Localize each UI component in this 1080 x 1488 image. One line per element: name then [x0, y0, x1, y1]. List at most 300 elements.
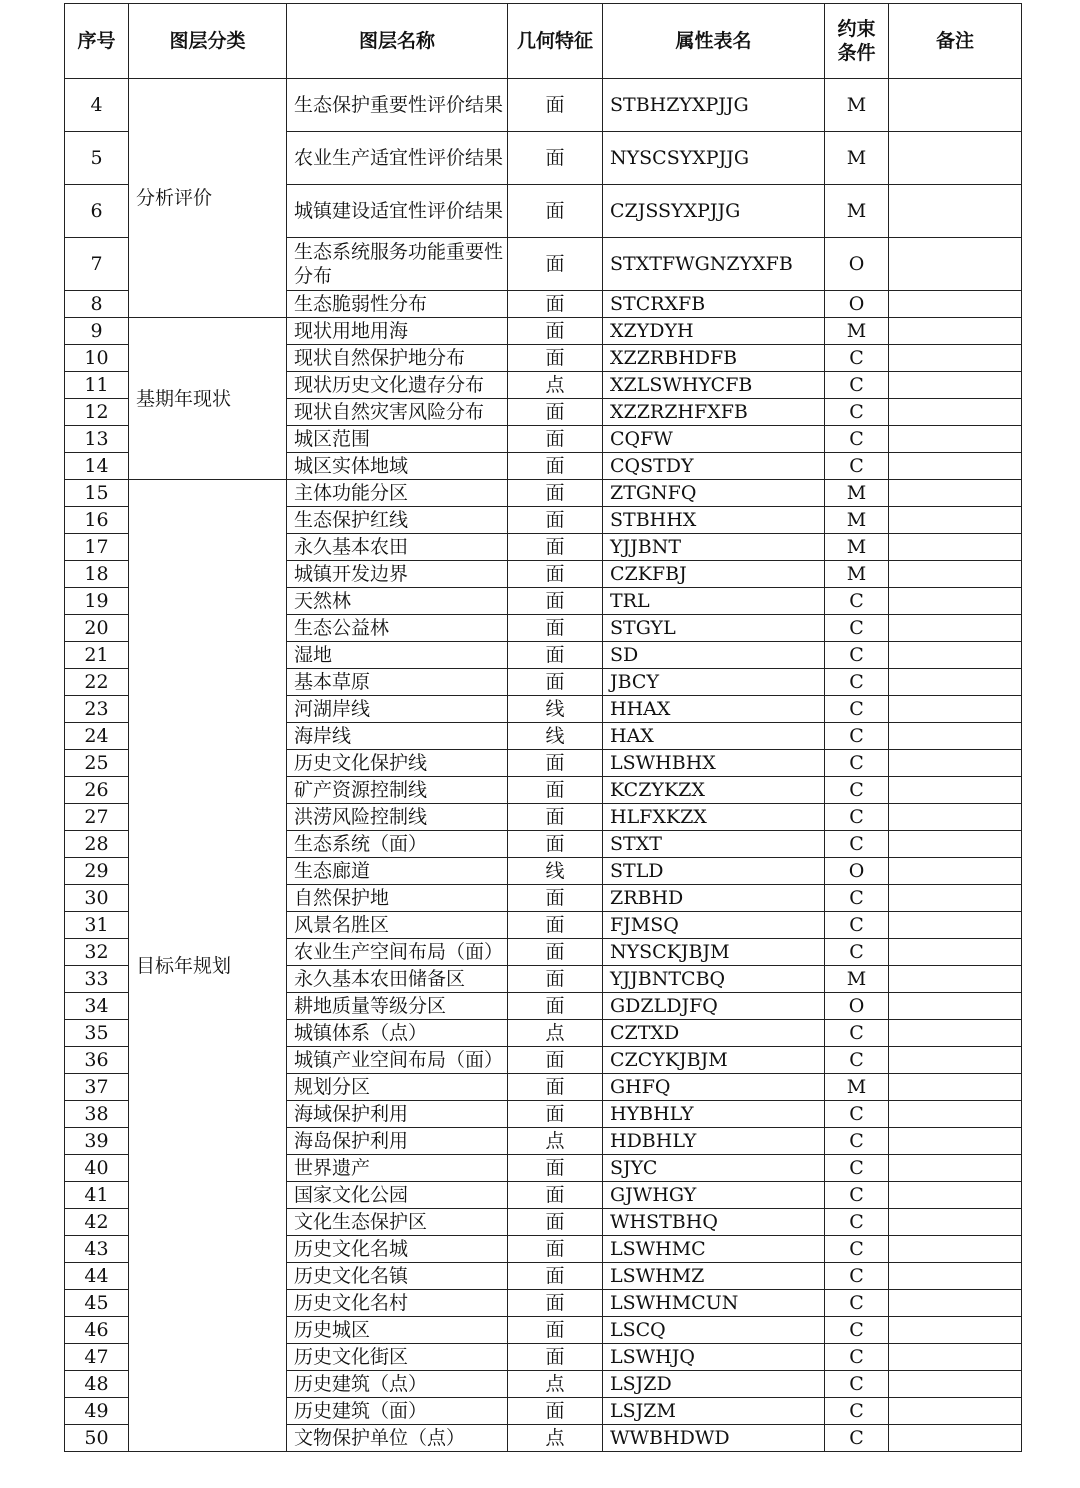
table-body: [65, 79, 1022, 1452]
layer-name-cell: 农业生产适宜性评价结果: [287, 132, 508, 185]
layer-name-cell: 生态系统（面）: [287, 831, 508, 858]
remark-cell: [889, 669, 1022, 696]
layer-name-cell: 生态系统服务功能重要性分布: [287, 238, 508, 291]
layer-name-cell: 世界遗产: [287, 1155, 508, 1182]
row-index-cell: 38: [65, 1101, 129, 1128]
remark-cell: [889, 426, 1022, 453]
layer-name-cell: 历史文化名村: [287, 1290, 508, 1317]
geometry-cell: 面: [508, 750, 603, 777]
table-name-cell: NYSCKJBJM: [603, 939, 825, 966]
layer-name-cell: 自然保护地: [287, 885, 508, 912]
constraint-cell: C: [825, 1344, 889, 1371]
geometry-cell: 面: [508, 1182, 603, 1209]
geometry-cell: 面: [508, 185, 603, 238]
remark-cell: [889, 939, 1022, 966]
geometry-cell: 面: [508, 1398, 603, 1425]
geometry-cell: 面: [508, 966, 603, 993]
table-name-cell: STBHHX: [603, 507, 825, 534]
constraint-cell: C: [825, 1020, 889, 1047]
constraint-cell: O: [825, 993, 889, 1020]
table-name-cell: ZTGNFQ: [603, 480, 825, 507]
row-index-cell: 6: [65, 185, 129, 238]
layer-name-cell: 现状自然保护地分布: [287, 345, 508, 372]
layer-name-cell: 历史文化街区: [287, 1344, 508, 1371]
constraint-cell: C: [825, 777, 889, 804]
row-index-cell: 28: [65, 831, 129, 858]
geometry-cell: 面: [508, 426, 603, 453]
remark-cell: [889, 588, 1022, 615]
remark-cell: [889, 561, 1022, 588]
row-index-cell: 36: [65, 1047, 129, 1074]
remark-cell: [889, 993, 1022, 1020]
constraint-cell: C: [825, 1425, 889, 1452]
header-table-name: 属性表名: [603, 4, 825, 79]
constraint-cell: M: [825, 185, 889, 238]
remark-cell: [889, 1236, 1022, 1263]
row-index-cell: 39: [65, 1128, 129, 1155]
remark-cell: [889, 238, 1022, 291]
remark-cell: [889, 291, 1022, 318]
table-name-cell: GJWHGY: [603, 1182, 825, 1209]
remark-cell: [889, 1155, 1022, 1182]
layer-name-cell: 河湖岸线: [287, 696, 508, 723]
row-index-cell: 35: [65, 1020, 129, 1047]
table-name-cell: XZYDYH: [603, 318, 825, 345]
row-index-cell: 43: [65, 1236, 129, 1263]
constraint-cell: C: [825, 1047, 889, 1074]
constraint-cell: M: [825, 1074, 889, 1101]
row-index-cell: 31: [65, 912, 129, 939]
geometry-cell: 面: [508, 669, 603, 696]
row-index-cell: 5: [65, 132, 129, 185]
layer-name-cell: 城区范围: [287, 426, 508, 453]
layer-name-cell: 基本草原: [287, 669, 508, 696]
constraint-cell: C: [825, 1101, 889, 1128]
row-index-cell: 32: [65, 939, 129, 966]
layer-name-cell: 海域保护利用: [287, 1101, 508, 1128]
table-name-cell: LSWHJQ: [603, 1344, 825, 1371]
geometry-cell: 面: [508, 318, 603, 345]
geometry-cell: 面: [508, 1236, 603, 1263]
row-index-cell: 46: [65, 1317, 129, 1344]
table-name-cell: CZTXD: [603, 1020, 825, 1047]
remark-cell: [889, 132, 1022, 185]
remark-cell: [889, 1047, 1022, 1074]
header-constraint-line2: 条件: [837, 42, 876, 64]
row-index-cell: 16: [65, 507, 129, 534]
remark-cell: [889, 318, 1022, 345]
table-name-cell: HLFXKZX: [603, 804, 825, 831]
row-index-cell: 9: [65, 318, 129, 345]
row-index-cell: 26: [65, 777, 129, 804]
table-name-cell: XZZRZHFXFB: [603, 399, 825, 426]
constraint-cell: M: [825, 132, 889, 185]
row-index-cell: 15: [65, 480, 129, 507]
geometry-cell: 面: [508, 1074, 603, 1101]
table-name-cell: CQFW: [603, 426, 825, 453]
geometry-cell: 线: [508, 723, 603, 750]
header-constraint: [825, 4, 889, 79]
table-name-cell: ZRBHD: [603, 885, 825, 912]
constraint-cell: C: [825, 1317, 889, 1344]
row-index-cell: 33: [65, 966, 129, 993]
remark-cell: [889, 1290, 1022, 1317]
remark-cell: [889, 1317, 1022, 1344]
category-cell: 基期年现状: [129, 318, 287, 480]
row-index-cell: 21: [65, 642, 129, 669]
layer-name-cell: 湿地: [287, 642, 508, 669]
table-name-cell: SJYC: [603, 1155, 825, 1182]
remark-cell: [889, 777, 1022, 804]
geometry-cell: 面: [508, 238, 603, 291]
constraint-cell: O: [825, 858, 889, 885]
layer-name-cell: 风景名胜区: [287, 912, 508, 939]
row-index-cell: 41: [65, 1182, 129, 1209]
layer-name-cell: 生态廊道: [287, 858, 508, 885]
layer-name-cell: 国家文化公园: [287, 1182, 508, 1209]
constraint-cell: C: [825, 723, 889, 750]
table-name-cell: YJJBNTCBQ: [603, 966, 825, 993]
constraint-cell: C: [825, 696, 889, 723]
row-index-cell: 30: [65, 885, 129, 912]
constraint-cell: C: [825, 669, 889, 696]
table-name-cell: HYBHLY: [603, 1101, 825, 1128]
constraint-cell: C: [825, 1182, 889, 1209]
row-index-cell: 14: [65, 453, 129, 480]
constraint-cell: C: [825, 615, 889, 642]
layer-name-cell: 洪涝风险控制线: [287, 804, 508, 831]
constraint-cell: C: [825, 750, 889, 777]
geometry-cell: 面: [508, 534, 603, 561]
constraint-cell: M: [825, 480, 889, 507]
constraint-cell: C: [825, 1371, 889, 1398]
row-index-cell: 29: [65, 858, 129, 885]
constraint-cell: C: [825, 912, 889, 939]
geometry-cell: 面: [508, 561, 603, 588]
constraint-cell: C: [825, 453, 889, 480]
table-name-cell: GHFQ: [603, 1074, 825, 1101]
geometry-cell: 面: [508, 885, 603, 912]
row-index-cell: 11: [65, 372, 129, 399]
row-index-cell: 42: [65, 1209, 129, 1236]
table-name-cell: CQSTDY: [603, 453, 825, 480]
remark-cell: [889, 723, 1022, 750]
remark-cell: [889, 507, 1022, 534]
constraint-cell: M: [825, 507, 889, 534]
layer-name-cell: 现状用地用海: [287, 318, 508, 345]
remark-cell: [889, 480, 1022, 507]
table-name-cell: LSWHMC: [603, 1236, 825, 1263]
table-name-cell: HDBHLY: [603, 1128, 825, 1155]
table-name-cell: LSWHMCUN: [603, 1290, 825, 1317]
geometry-cell: 面: [508, 804, 603, 831]
constraint-cell: O: [825, 291, 889, 318]
remark-cell: [889, 1344, 1022, 1371]
table-name-cell: HAX: [603, 723, 825, 750]
table-row: [65, 79, 1022, 132]
row-index-cell: 24: [65, 723, 129, 750]
table-name-cell: CZKFBJ: [603, 561, 825, 588]
remark-cell: [889, 345, 1022, 372]
row-index-cell: 20: [65, 615, 129, 642]
geometry-cell: 面: [508, 79, 603, 132]
row-index-cell: 34: [65, 993, 129, 1020]
row-index-cell: 17: [65, 534, 129, 561]
table-name-cell: STCRXFB: [603, 291, 825, 318]
remark-cell: [889, 453, 1022, 480]
constraint-cell: C: [825, 1398, 889, 1425]
table-name-cell: WWBHDWD: [603, 1425, 825, 1452]
table-name-cell: LSJZD: [603, 1371, 825, 1398]
geometry-cell: 面: [508, 1290, 603, 1317]
geometry-cell: 面: [508, 399, 603, 426]
layer-name-cell: 城镇产业空间布局（面）: [287, 1047, 508, 1074]
table-name-cell: CZCYKJBJM: [603, 1047, 825, 1074]
row-index-cell: 40: [65, 1155, 129, 1182]
constraint-cell: O: [825, 238, 889, 291]
row-index-cell: 8: [65, 291, 129, 318]
geometry-cell: 面: [508, 1344, 603, 1371]
remark-cell: [889, 1182, 1022, 1209]
table-name-cell: STBHZYXPJJG: [603, 79, 825, 132]
row-index-cell: 27: [65, 804, 129, 831]
category-cell: 目标年规划: [129, 480, 287, 1452]
layer-name-cell: 历史文化名城: [287, 1236, 508, 1263]
layer-name-cell: 规划分区: [287, 1074, 508, 1101]
row-index-cell: 22: [65, 669, 129, 696]
layer-name-cell: 城区实体地域: [287, 453, 508, 480]
constraint-cell: C: [825, 1209, 889, 1236]
layer-name-cell: 农业生产空间布局（面）: [287, 939, 508, 966]
table-name-cell: XZLSWHYCFB: [603, 372, 825, 399]
table-row: [65, 480, 1022, 507]
row-index-cell: 4: [65, 79, 129, 132]
geometry-cell: 面: [508, 480, 603, 507]
geometry-cell: 面: [508, 831, 603, 858]
geometry-cell: 面: [508, 507, 603, 534]
table-row: [65, 318, 1022, 345]
layer-name-cell: 历史建筑（点）: [287, 1371, 508, 1398]
category-cell: 分析评价: [129, 79, 287, 318]
layer-name-cell: 历史文化名镇: [287, 1263, 508, 1290]
remark-cell: [889, 534, 1022, 561]
geometry-cell: 面: [508, 345, 603, 372]
row-index-cell: 23: [65, 696, 129, 723]
constraint-cell: C: [825, 939, 889, 966]
remark-cell: [889, 1101, 1022, 1128]
remark-cell: [889, 642, 1022, 669]
geometry-cell: 点: [508, 1425, 603, 1452]
layer-name-cell: 永久基本农田储备区: [287, 966, 508, 993]
geometry-cell: 面: [508, 1101, 603, 1128]
header-remark: 备注: [889, 4, 1022, 79]
table-name-cell: STGYL: [603, 615, 825, 642]
row-index-cell: 48: [65, 1371, 129, 1398]
constraint-cell: C: [825, 885, 889, 912]
row-index-cell: 18: [65, 561, 129, 588]
header-constraint-line1: 约束: [837, 18, 876, 40]
layer-name-cell: 历史文化保护线: [287, 750, 508, 777]
geometry-cell: 面: [508, 993, 603, 1020]
layer-table: [64, 3, 1022, 1452]
remark-cell: [889, 1020, 1022, 1047]
row-index-cell: 12: [65, 399, 129, 426]
table-header-row: [65, 4, 1022, 79]
row-index-cell: 10: [65, 345, 129, 372]
layer-name-cell: 生态保护红线: [287, 507, 508, 534]
geometry-cell: 点: [508, 372, 603, 399]
table-name-cell: KCZYKZX: [603, 777, 825, 804]
constraint-cell: M: [825, 561, 889, 588]
geometry-cell: 面: [508, 1209, 603, 1236]
geometry-cell: 面: [508, 132, 603, 185]
geometry-cell: 面: [508, 1317, 603, 1344]
geometry-cell: 点: [508, 1020, 603, 1047]
row-index-cell: 50: [65, 1425, 129, 1452]
row-index-cell: 44: [65, 1263, 129, 1290]
remark-cell: [889, 696, 1022, 723]
constraint-cell: M: [825, 534, 889, 561]
remark-cell: [889, 804, 1022, 831]
constraint-cell: C: [825, 345, 889, 372]
table-name-cell: FJMSQ: [603, 912, 825, 939]
geometry-cell: 面: [508, 588, 603, 615]
layer-name-cell: 文物保护单位（点）: [287, 1425, 508, 1452]
geometry-cell: 面: [508, 1047, 603, 1074]
header-layer-name: 图层名称: [287, 4, 508, 79]
remark-cell: [889, 615, 1022, 642]
layer-name-cell: 主体功能分区: [287, 480, 508, 507]
remark-cell: [889, 1425, 1022, 1452]
remark-cell: [889, 79, 1022, 132]
constraint-cell: C: [825, 1155, 889, 1182]
constraint-cell: M: [825, 318, 889, 345]
row-index-cell: 7: [65, 238, 129, 291]
layer-name-cell: 城镇开发边界: [287, 561, 508, 588]
table-name-cell: NYSCSYXPJJG: [603, 132, 825, 185]
layer-name-cell: 历史城区: [287, 1317, 508, 1344]
layer-table-page: [64, 3, 1022, 1452]
table-name-cell: WHSTBHQ: [603, 1209, 825, 1236]
geometry-cell: 面: [508, 291, 603, 318]
constraint-cell: C: [825, 399, 889, 426]
geometry-cell: 面: [508, 453, 603, 480]
table-name-cell: XZZRBHDFB: [603, 345, 825, 372]
constraint-cell: C: [825, 804, 889, 831]
constraint-cell: C: [825, 1290, 889, 1317]
geometry-cell: 面: [508, 939, 603, 966]
table-name-cell: STXTFWGNZYXFB: [603, 238, 825, 291]
remark-cell: [889, 831, 1022, 858]
table-name-cell: SD: [603, 642, 825, 669]
geometry-cell: 面: [508, 777, 603, 804]
table-name-cell: JBCY: [603, 669, 825, 696]
constraint-cell: C: [825, 1263, 889, 1290]
geometry-cell: 面: [508, 642, 603, 669]
remark-cell: [889, 1128, 1022, 1155]
header-geometry: 几何特征: [508, 4, 603, 79]
layer-name-cell: 现状自然灾害风险分布: [287, 399, 508, 426]
geometry-cell: 面: [508, 1155, 603, 1182]
table-name-cell: LSCQ: [603, 1317, 825, 1344]
remark-cell: [889, 1263, 1022, 1290]
table-name-cell: STXT: [603, 831, 825, 858]
constraint-cell: C: [825, 426, 889, 453]
layer-name-cell: 现状历史文化遗存分布: [287, 372, 508, 399]
layer-name-cell: 生态保护重要性评价结果: [287, 79, 508, 132]
layer-name-cell: 生态公益林: [287, 615, 508, 642]
table-name-cell: CZJSSYXPJJG: [603, 185, 825, 238]
remark-cell: [889, 399, 1022, 426]
geometry-cell: 线: [508, 696, 603, 723]
table-name-cell: GDZLDJFQ: [603, 993, 825, 1020]
constraint-cell: C: [825, 831, 889, 858]
geometry-cell: 线: [508, 858, 603, 885]
header-category: 图层分类: [129, 4, 287, 79]
table-name-cell: LSWHMZ: [603, 1263, 825, 1290]
remark-cell: [889, 966, 1022, 993]
row-index-cell: 49: [65, 1398, 129, 1425]
table-name-cell: HHAX: [603, 696, 825, 723]
table-name-cell: TRL: [603, 588, 825, 615]
geometry-cell: 面: [508, 912, 603, 939]
remark-cell: [889, 1398, 1022, 1425]
row-index-cell: 19: [65, 588, 129, 615]
layer-name-cell: 城镇建设适宜性评价结果: [287, 185, 508, 238]
remark-cell: [889, 1074, 1022, 1101]
layer-name-cell: 生态脆弱性分布: [287, 291, 508, 318]
table-name-cell: LSWHBHX: [603, 750, 825, 777]
remark-cell: [889, 1371, 1022, 1398]
remark-cell: [889, 185, 1022, 238]
remark-cell: [889, 912, 1022, 939]
remark-cell: [889, 750, 1022, 777]
table-name-cell: LSJZM: [603, 1398, 825, 1425]
constraint-cell: C: [825, 1236, 889, 1263]
layer-name-cell: 海岸线: [287, 723, 508, 750]
geometry-cell: 点: [508, 1371, 603, 1398]
layer-name-cell: 文化生态保护区: [287, 1209, 508, 1236]
constraint-cell: M: [825, 79, 889, 132]
constraint-cell: M: [825, 966, 889, 993]
row-index-cell: 25: [65, 750, 129, 777]
geometry-cell: 点: [508, 1128, 603, 1155]
remark-cell: [889, 372, 1022, 399]
geometry-cell: 面: [508, 615, 603, 642]
geometry-cell: 面: [508, 1263, 603, 1290]
table-name-cell: YJJBNT: [603, 534, 825, 561]
row-index-cell: 47: [65, 1344, 129, 1371]
layer-name-cell: 永久基本农田: [287, 534, 508, 561]
row-index-cell: 13: [65, 426, 129, 453]
constraint-cell: C: [825, 588, 889, 615]
table-name-cell: STLD: [603, 858, 825, 885]
remark-cell: [889, 1209, 1022, 1236]
row-index-cell: 45: [65, 1290, 129, 1317]
layer-name-cell: 天然林: [287, 588, 508, 615]
header-index: 序号: [65, 4, 129, 79]
constraint-cell: C: [825, 1128, 889, 1155]
layer-name-cell: 矿产资源控制线: [287, 777, 508, 804]
remark-cell: [889, 858, 1022, 885]
constraint-cell: C: [825, 372, 889, 399]
layer-name-cell: 海岛保护利用: [287, 1128, 508, 1155]
remark-cell: [889, 885, 1022, 912]
layer-name-cell: 耕地质量等级分区: [287, 993, 508, 1020]
constraint-cell: C: [825, 642, 889, 669]
layer-name-cell: 历史建筑（面）: [287, 1398, 508, 1425]
row-index-cell: 37: [65, 1074, 129, 1101]
